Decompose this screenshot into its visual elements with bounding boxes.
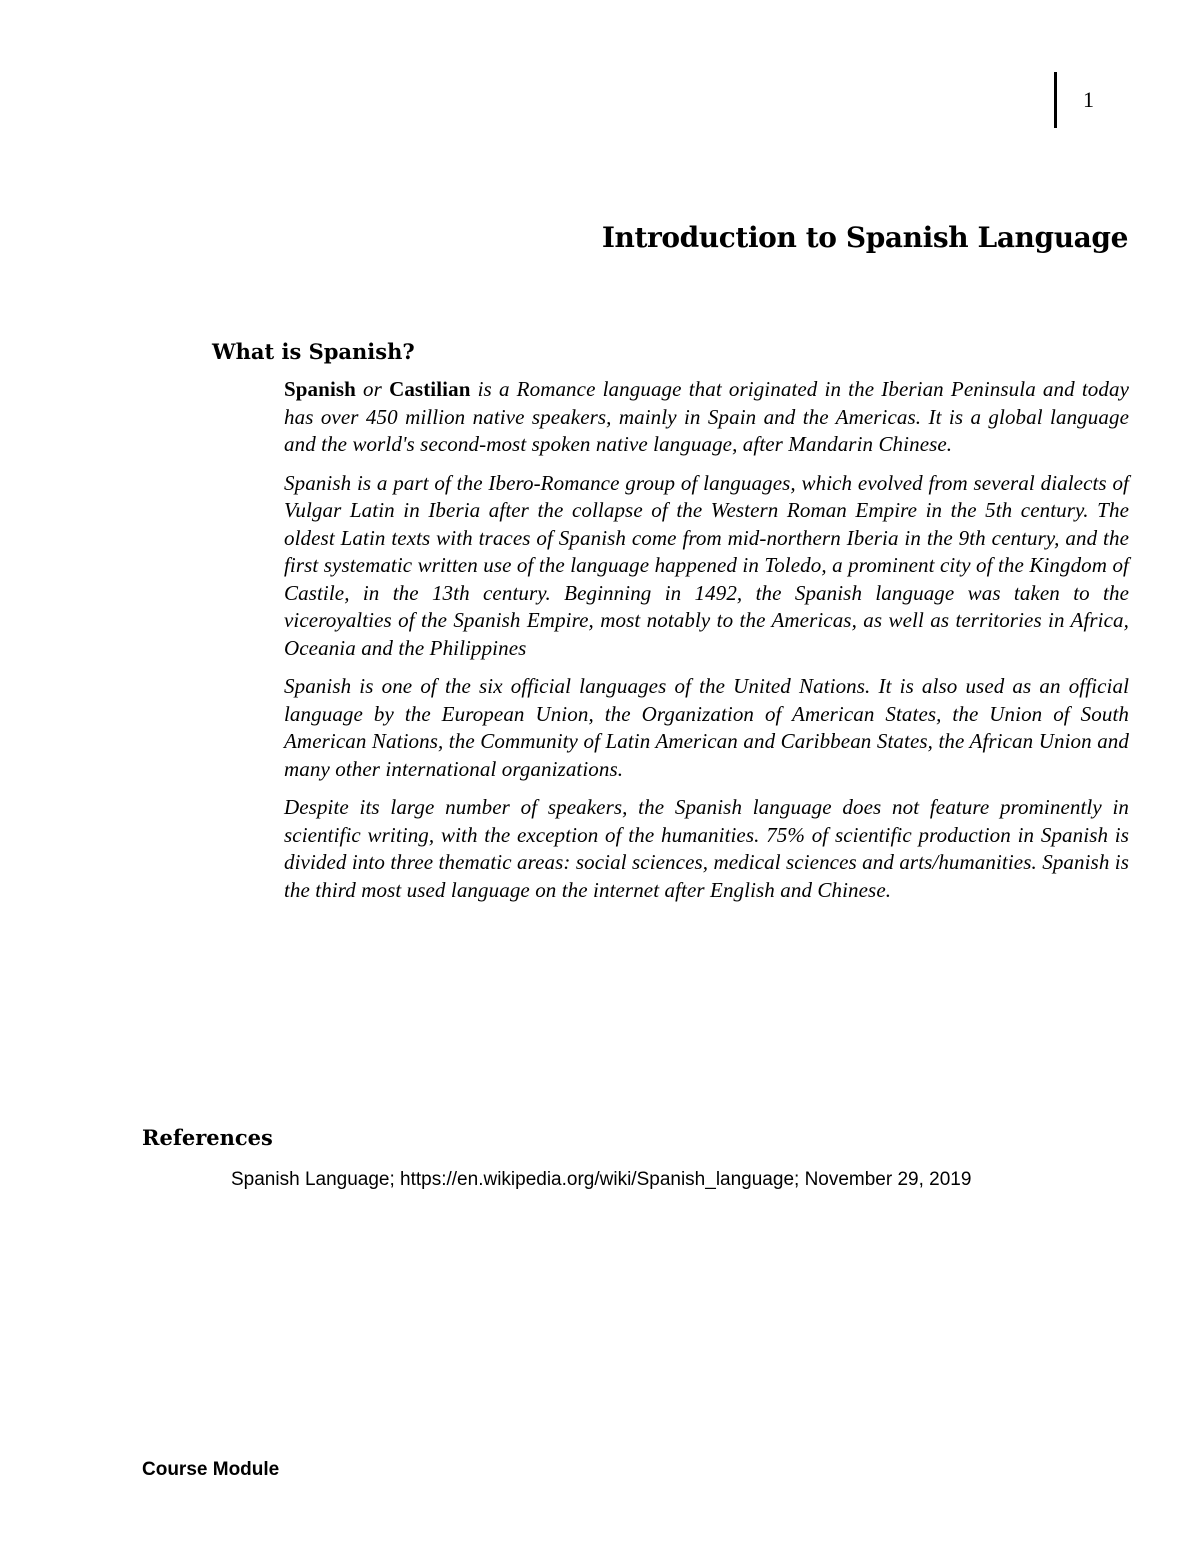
references-heading: References [142, 1125, 273, 1150]
paragraph-history: Spanish is a part of the Ibero-Romance group of languages, which evolved from several dialects of Vulgar Latin in Iberia after the collapse of the Western Roman Empire in the 5th century. The oldest Latin texts with traces of Spanish come from mid-northern Iberia in the 9th century, and the first systematic written use of the language happened in Toledo, a prominent city of the Kingdom of Castile, in the 13th century. Beginning in 1492, the Spanish language was taken to the viceroyalties of the Spanish Empire, most notably to the Americas, as well as territories in Africa, Oceania and the Philippines [284, 470, 1129, 660]
paragraph-official-status: Spanish is one of the six official languages of the United Nations. It is also used as an official language by the European Union, the Organization of American States, the Union of South American Nations, the Community of Latin American and Caribbean States, the African Union and many other international organizations. [284, 674, 1129, 781]
footer-course-module: Course Module [142, 1459, 280, 1480]
section-body [284, 376, 1129, 915]
intro-paragraph [284, 376, 1129, 459]
term-castilian: Castilian [389, 377, 471, 401]
intro-text: is a Romance language that originated in the Iberian Peninsula and today has over 450 million native speakers, mainly in Spain and the Americas. It is a global language and the world's second-most spoken native language, after Mandarin Chinese. [284, 377, 1129, 456]
term-connector: or [355, 377, 390, 401]
reference-entry: Spanish Language; https://en.wikipedia.org/wiki/Spanish_language; November 29, 2019 [231, 1169, 972, 1190]
page-number-divider [1054, 72, 1057, 128]
section-heading: What is Spanish? [212, 339, 415, 364]
term-spanish: Spanish [284, 377, 356, 401]
paragraph-scientific-use: Despite its large number of speakers, the Spanish language does not feature prominently in scientific writing, with the exception of the humanities. 75% of scientific production in Spanish is divided into three thematic areas: social sciences, medical sciences and arts/humanities. Spanish is the third most used language on the internet after English and Chinese. [284, 795, 1129, 902]
page-number: 1 [1083, 87, 1094, 112]
document-title: Introduction to Spanish Language [601, 221, 1128, 254]
